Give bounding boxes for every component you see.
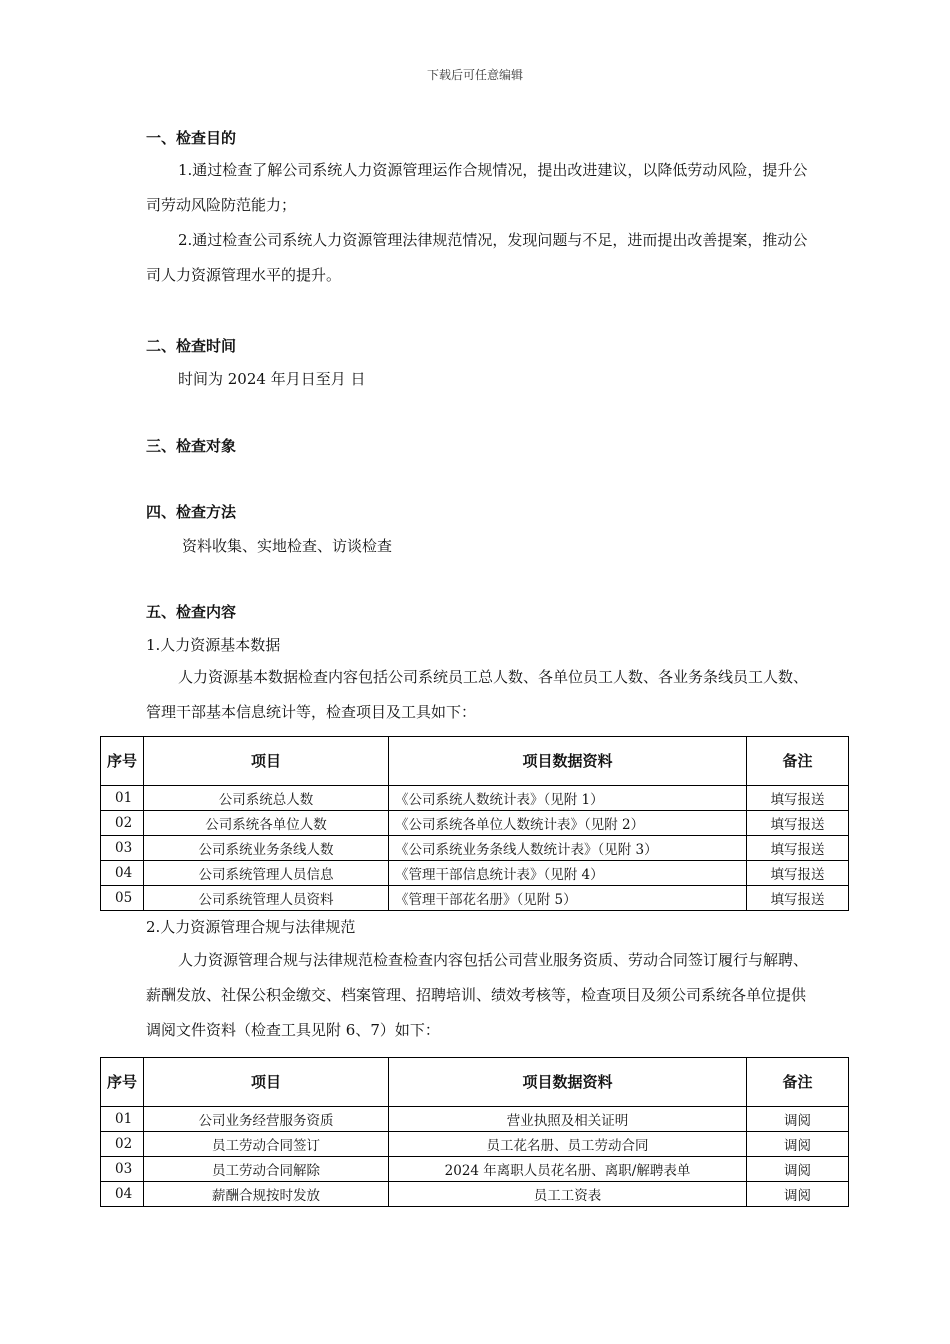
- header-seq: 序号: [101, 737, 144, 786]
- table-row: [101, 1157, 849, 1182]
- cell-material: 员工工资表: [389, 1182, 747, 1207]
- section-5-sub-1-text: 人力资源基本数据检查内容包括公司系统员工总人数、各单位员工人数、各业务条线员工人数、管理干部基本信息统计等，检查项目及工具如下：: [146, 668, 809, 721]
- header-item: 项目: [144, 1058, 389, 1107]
- cell-material: 员工花名册、员工劳动合同: [389, 1132, 747, 1157]
- table-row: [101, 886, 849, 911]
- cell-seq: 02: [101, 1132, 144, 1157]
- section-5-sub-2-title: 2.人力资源管理合规与法律规范: [146, 918, 356, 936]
- header-material: 项目数据资料: [389, 737, 747, 786]
- cell-remark: 调阅: [747, 1107, 849, 1132]
- table-row: [101, 861, 849, 886]
- compliance-table: [100, 1057, 849, 1207]
- cell-material: 营业执照及相关证明: [389, 1107, 747, 1132]
- cell-item: 员工劳动合同签订: [144, 1132, 389, 1157]
- cell-material: 《公司系统人数统计表》（见附 1）: [389, 786, 747, 811]
- table-header-row: [101, 737, 849, 786]
- page-header-note: 下载后可任意编辑: [426, 68, 523, 82]
- table-row: [101, 1107, 849, 1132]
- header-material: 项目数据资料: [389, 1058, 747, 1107]
- section-2-text: 时间为 2024 年月日至月 日: [178, 370, 366, 388]
- cell-item: 公司系统业务条线人数: [144, 836, 389, 861]
- table-row: [101, 811, 849, 836]
- section-5-title: 五、检查内容: [146, 603, 237, 621]
- section-5-sub-2-text: 人力资源管理合规与法律规范检查检查内容包括公司营业服务资质、劳动合同签订履行与解聘、薪酬发放、社保公积金缴交、档案管理、招聘培训、绩效考核等，检查项目及须公司系统各单位提供调阅文件资料（检查工具见附 6、7）如下：: [146, 951, 809, 1039]
- cell-item: 公司业务经营服务资质: [144, 1107, 389, 1132]
- cell-seq: 04: [101, 861, 144, 886]
- cell-item: 公司系统各单位人数: [144, 811, 389, 836]
- section-1-title: 一、检查目的: [146, 129, 237, 147]
- cell-material: 《公司系统业务条线人数统计表》（见附 3）: [389, 836, 747, 861]
- header-item: 项目: [144, 737, 389, 786]
- cell-seq: 05: [101, 886, 144, 911]
- table-row: [101, 1182, 849, 1207]
- section-5-sub-1-title: 1.人力资源基本数据: [146, 636, 281, 654]
- table-header-row: [101, 1058, 849, 1107]
- cell-item: 员工劳动合同解除: [144, 1157, 389, 1182]
- section-4-title: 四、检查方法: [146, 503, 237, 521]
- section-4-text: 资料收集、实地检查、访谈检查: [182, 537, 393, 555]
- cell-seq: 01: [101, 1107, 144, 1132]
- cell-remark: 填写报送: [747, 886, 849, 911]
- cell-remark: 调阅: [747, 1132, 849, 1157]
- section-2-title: 二、检查时间: [146, 337, 237, 355]
- header-remark: 备注: [747, 1058, 849, 1107]
- header-remark: 备注: [747, 737, 849, 786]
- cell-remark: 填写报送: [747, 861, 849, 886]
- basic-data-table: [100, 736, 849, 911]
- cell-remark: 调阅: [747, 1157, 849, 1182]
- cell-seq: 04: [101, 1182, 144, 1207]
- section-1-paragraph-1: 1.通过检查了解公司系统人力资源管理运作合规情况，提出改进建议，以降低劳动风险，提升公司劳动风险防范能力；: [146, 161, 808, 214]
- table-row: [101, 786, 849, 811]
- cell-material: 《管理干部花名册》（见附 5）: [389, 886, 747, 911]
- section-3-title: 三、检查对象: [146, 437, 237, 455]
- cell-material: 2024 年离职人员花名册、离职/解聘表单: [389, 1157, 747, 1182]
- table-row: [101, 836, 849, 861]
- cell-remark: 填写报送: [747, 836, 849, 861]
- cell-seq: 03: [101, 1157, 144, 1182]
- cell-material: 《公司系统各单位人数统计表》（见附 2）: [389, 811, 747, 836]
- cell-remark: 调阅: [747, 1182, 849, 1207]
- cell-remark: 填写报送: [747, 811, 849, 836]
- cell-seq: 01: [101, 786, 144, 811]
- table-row: [101, 1132, 849, 1157]
- cell-remark: 填写报送: [747, 786, 849, 811]
- section-1-paragraph-2: 2.通过检查公司系统人力资源管理法律规范情况，发现问题与不足，进而提出改善提案，推动公司人力资源管理水平的提升。: [146, 231, 808, 284]
- cell-item: 公司系统总人数: [144, 786, 389, 811]
- cell-seq: 03: [101, 836, 144, 861]
- cell-material: 《管理干部信息统计表》（见附 4）: [389, 861, 747, 886]
- cell-seq: 02: [101, 811, 144, 836]
- cell-item: 公司系统管理人员信息: [144, 861, 389, 886]
- header-seq: 序号: [101, 1058, 144, 1107]
- cell-item: 薪酬合规按时发放: [144, 1182, 389, 1207]
- cell-item: 公司系统管理人员资料: [144, 886, 389, 911]
